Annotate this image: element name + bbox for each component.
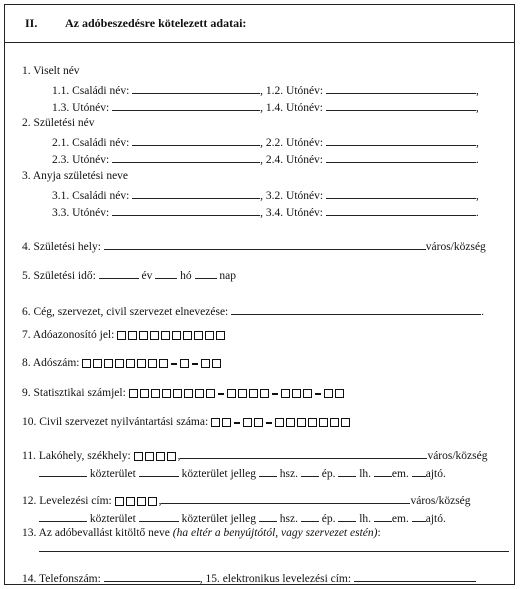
field-3-3[interactable] — [112, 204, 260, 216]
residence-lh-field[interactable] — [338, 465, 356, 477]
section-title: Az adóbeszedésre kötelezett adatai: — [65, 16, 247, 30]
item6-row: 6. Cég, szervezet, civil szervezet elnevezése: . — [22, 303, 484, 319]
field-2-2[interactable] — [326, 134, 476, 146]
mailing-ajto-field[interactable] — [412, 510, 426, 522]
field-3-1[interactable] — [132, 187, 260, 199]
item2-row1: 2.1. Családi név: , 2.2. Utónév: , — [52, 134, 479, 150]
item2-row2: 2.3. Utónév: , 2.4. Utónév: . — [52, 151, 479, 167]
field-1-1[interactable] — [132, 82, 260, 94]
mailing-zip-boxes[interactable] — [115, 496, 159, 510]
item1-heading: 1. Viselt név — [22, 65, 80, 77]
item9-row: 9. Statisztikai számjel: — [22, 386, 346, 402]
email-field[interactable] — [354, 570, 476, 582]
field-2-4[interactable] — [326, 151, 476, 163]
item14-row: 14. Telefonszám: , 15. elektronikus levelezési cím: — [22, 570, 476, 586]
residence-zip-boxes[interactable] — [134, 451, 178, 465]
item8-row: 8. Adószám: — [22, 356, 223, 372]
residence-street-type-field[interactable] — [139, 465, 179, 477]
tax-id-boxes[interactable] — [117, 330, 227, 344]
mailing-city-field[interactable] — [161, 492, 410, 504]
residence-city-field[interactable] — [180, 447, 427, 459]
mailing-em-field[interactable] — [374, 510, 392, 522]
item13-row: 13. Az adóbevallást kitöltő neve (ha eltér a benyújtótól, vagy szervezet estén): — [22, 527, 381, 539]
field-2-3[interactable] — [112, 151, 260, 163]
field-1-2[interactable] — [326, 82, 476, 94]
mailing-lh-field[interactable] — [338, 510, 356, 522]
item1-row1: 1.1. Családi név: , 1.2. Utónév: , — [52, 82, 479, 98]
item1-row2: 1.3. Utónév: , 1.4. Utónév: , — [52, 99, 479, 115]
item3-row2: 3.3. Utónév: , 3.4. Utónév: . — [52, 204, 479, 220]
birth-year-field[interactable] — [99, 267, 139, 279]
residence-em-field[interactable] — [374, 465, 392, 477]
item3-heading: 3. Anyja születési neve — [22, 170, 129, 182]
field-2-1[interactable] — [132, 134, 260, 146]
birthplace-field[interactable] — [104, 238, 426, 250]
item4-row: 4. Születési hely: város/község — [22, 238, 486, 254]
phone-field[interactable] — [104, 570, 200, 582]
mailing-ep-field[interactable] — [301, 510, 319, 522]
mailing-hsz-field[interactable] — [259, 510, 277, 522]
preparer-name-field[interactable] — [39, 551, 509, 552]
field-3-2[interactable] — [326, 187, 476, 199]
statistical-number-boxes[interactable] — [129, 388, 346, 402]
residence-hsz-field[interactable] — [259, 465, 277, 477]
item11-row2: közterület közterület jelleg hsz. ép. lh. em. ajtó. — [39, 465, 446, 481]
section-header — [5, 5, 514, 43]
item5-row: 5. Születési idő: év hó nap — [22, 267, 236, 283]
mailing-street-type-field[interactable] — [139, 510, 179, 522]
item10-row: 10. Civil szervezet nyilvántartási száma: — [22, 415, 352, 431]
residence-ep-field[interactable] — [301, 465, 319, 477]
item12-row1: 12. Levelezési cím: , város/község — [22, 492, 471, 510]
item2-heading: 2. Születési név — [22, 117, 95, 129]
section-number: II. — [25, 16, 38, 30]
field-1-3[interactable] — [112, 99, 260, 111]
field-3-4[interactable] — [326, 204, 476, 216]
civil-registry-boxes[interactable] — [211, 417, 352, 431]
field-1-4[interactable] — [326, 99, 476, 111]
residence-street-field[interactable] — [39, 465, 87, 477]
residence-ajto-field[interactable] — [412, 465, 426, 477]
birth-day-field[interactable] — [195, 267, 217, 279]
item11-row1: 11. Lakóhely, székhely: , város/község — [22, 447, 488, 465]
tax-collector-data-form — [4, 4, 515, 585]
item3-row1: 3.1. Családi név: , 3.2. Utónév: , — [52, 187, 479, 203]
organization-name-field[interactable] — [231, 303, 481, 315]
tax-number-boxes[interactable] — [82, 358, 223, 372]
item7-row: 7. Adóazonosító jel: — [22, 328, 227, 344]
mailing-street-field[interactable] — [39, 510, 87, 522]
birth-month-field[interactable] — [155, 267, 177, 279]
item12-row2: közterület közterület jelleg hsz. ép. lh. em. ajtó. — [39, 510, 446, 526]
